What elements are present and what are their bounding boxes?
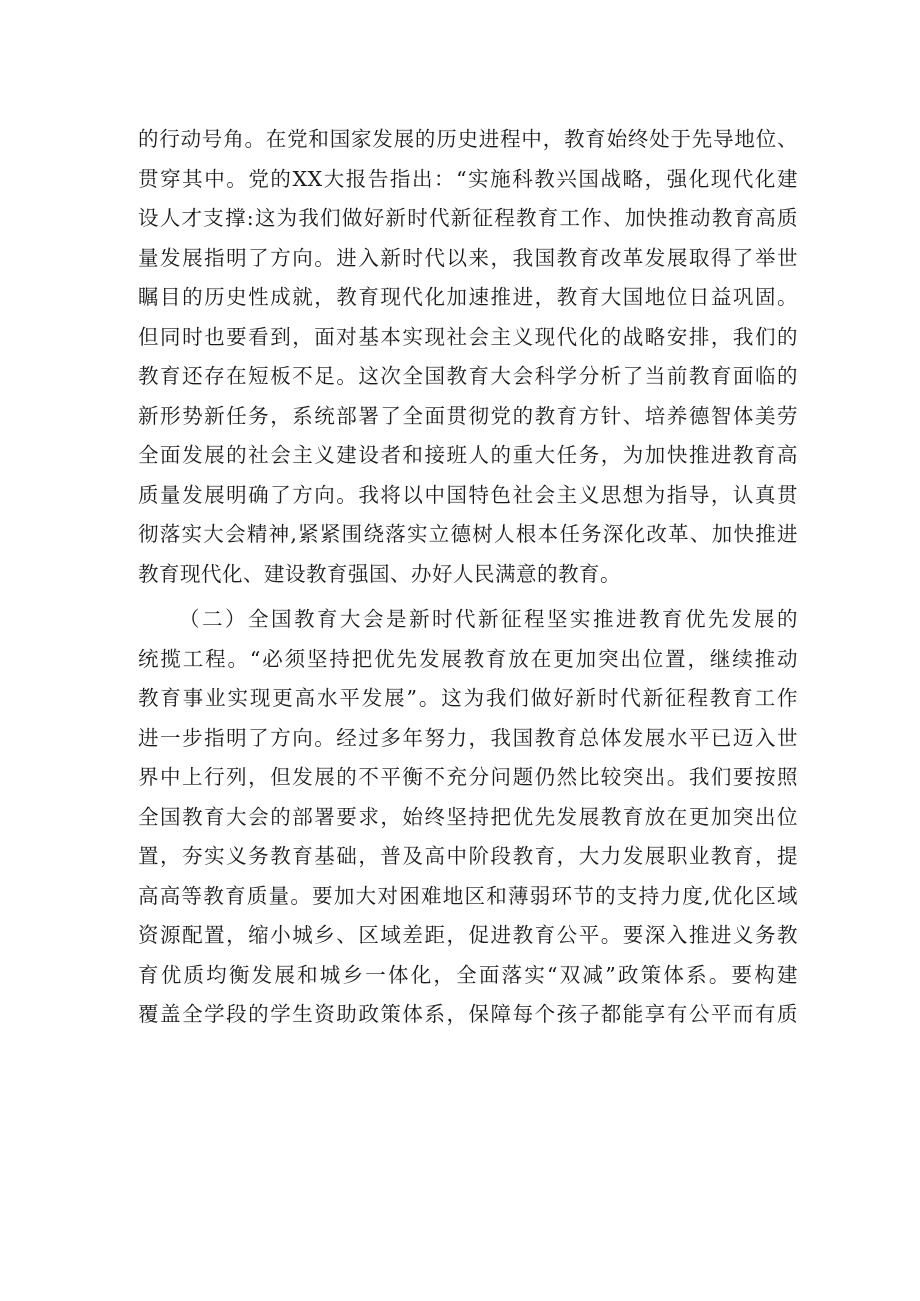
text-line: 质量发展明确了方向。我将以中国特色社会主义思想为指导，认真贯 [138,482,798,507]
paragraph-2 [138,600,798,1035]
text-line: 统揽工程。“必须坚持把优先发展教育放在更加突出位置，继续推动 [138,646,798,671]
text-line: 进一步指明了方向。经过多年努力，我国教育总体发展水平已迈入世 [138,725,798,750]
text-line: 全面发展的社会主义建设者和接班人的重大任务，为加快推进教育高 [138,443,798,467]
text-line: 置，夯实义务教育基础，普及高中阶段教育，大力发展职业教育，提 [138,844,798,868]
text-line: 的行动号角。在党和国家发展的历史进程中，教育始终处于先导地位、 [138,127,798,151]
text-line: （二）全国教育大会是新时代新征程坚实推进教育优先发展的 [179,607,798,631]
text-line: 全国教育大会的部署要求，始终坚持把优先发展教育放在更加突出位 [138,804,798,829]
text-line: 覆盖全学段的学生资助政策体系，保障每个孩子都能享有公平而有质 [138,1002,798,1026]
text-line: 教育还存在短板不足。这次全国教育大会科学分析了当前教育面临的 [138,364,798,388]
text-line: 量发展指明了方向。进入新时代以来，我国教育改革发展取得了举世 [138,245,798,270]
text-line: 但同时也要看到，面对基本实现社会主义现代化的战略安排，我们的 [138,324,798,349]
text-line: 教育事业实现更高水平发展”。这为我们做好新时代新征程教育工作 [138,686,798,710]
text-line: 育优质均衡发展和城乡一体化，全面落实“双减”政策体系。要构建 [138,962,798,987]
text-line: 高高等教育质量。要加大对困难地区和薄弱环节的支持力度,优化区域 [138,883,798,908]
text-line: 设人才支撑:这为我们做好新时代新征程教育工作、加快推动教育高质 [138,206,798,230]
text-line: 贯穿其中。党的XX大报告指出：“实施科教兴国战略，强化现代化建 [138,166,798,191]
text-line: 教育现代化、建设教育强国、办好人民满意的教育。 [138,561,621,586]
text-line: 彻落实大会精神,紧紧围绕落实立德树人根本任务深化改革、加快推进 [138,522,798,546]
document-body [138,120,798,1035]
text-line: 资源配置，缩小城乡、区域差距，促进教育公平。要深入推进义务教 [138,923,798,947]
text-line: 新形势新任务，系统部署了全面贯彻党的教育方针、培养德智体美劳 [138,403,798,428]
text-line: 界中上行列，但发展的不平衡不充分问题仍然比较突出。我们要按照 [138,765,798,789]
text-line: 瞩目的历史性成就，教育现代化加速推进，教育大国地位日益巩固。 [138,285,798,309]
paragraph-1 [138,120,798,594]
